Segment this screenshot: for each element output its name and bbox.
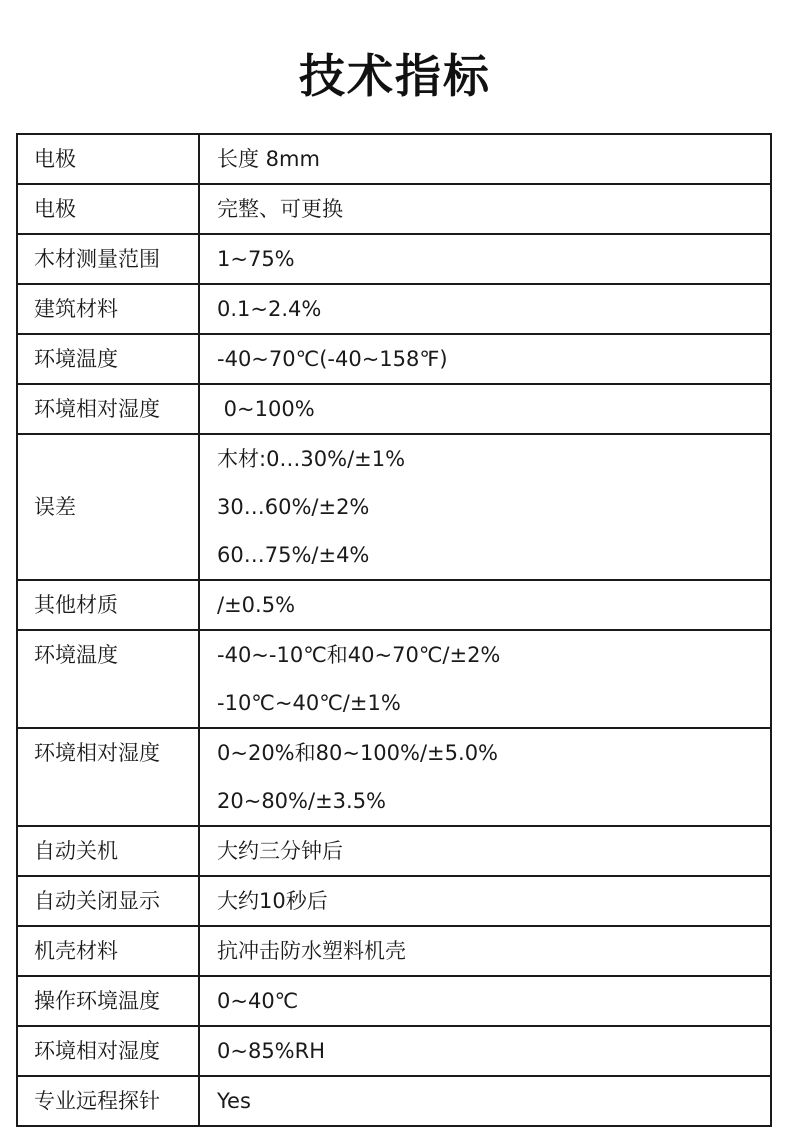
row-label: 电极 — [17, 134, 199, 184]
row-label: 自动关机 — [17, 826, 199, 876]
table-row — [17, 1076, 771, 1126]
row-value: -40~-10℃和40~70℃/±2% -10℃~40℃/±1% — [199, 630, 771, 728]
row-label: 环境温度 — [17, 334, 199, 384]
table-row — [17, 580, 771, 630]
table-row — [17, 234, 771, 284]
row-value: 完整、可更换 — [199, 184, 771, 234]
row-label: 木材测量范围 — [17, 234, 199, 284]
row-label: 自动关闭显示 — [17, 876, 199, 926]
row-label: 操作环境温度 — [17, 976, 199, 1026]
row-label: 机壳材料 — [17, 926, 199, 976]
row-value: 长度 8mm — [199, 134, 771, 184]
table-row — [17, 334, 771, 384]
row-value: -40~70℃(-40~158℉) — [199, 334, 771, 384]
table-row — [17, 976, 771, 1026]
row-label: 环境相对湿度 — [17, 728, 199, 826]
table-row — [17, 630, 771, 728]
table-row — [17, 728, 771, 826]
row-label: 其他材质 — [17, 580, 199, 630]
row-label: 建筑材料 — [17, 284, 199, 334]
table-row — [17, 434, 771, 580]
row-value: 0.1~2.4% — [199, 284, 771, 334]
table-row — [17, 134, 771, 184]
row-value: 抗冲击防水塑料机壳 — [199, 926, 771, 976]
row-value: 1~75% — [199, 234, 771, 284]
table-row — [17, 384, 771, 434]
row-value: /±0.5% — [199, 580, 771, 630]
row-label: 环境相对湿度 — [17, 384, 199, 434]
row-value: 0~40℃ — [199, 976, 771, 1026]
spec-table — [16, 133, 772, 1127]
row-label: 环境相对湿度 — [17, 1026, 199, 1076]
page-title: 技术指标 — [299, 49, 491, 103]
row-label: 专业远程探针 — [17, 1076, 199, 1126]
table-row — [17, 184, 771, 234]
row-label: 电极 — [17, 184, 199, 234]
row-label: 误差 — [17, 434, 199, 580]
table-row — [17, 284, 771, 334]
table-row — [17, 876, 771, 926]
row-value: 0~85%RH — [199, 1026, 771, 1076]
row-value: Yes — [199, 1076, 771, 1126]
table-row — [17, 826, 771, 876]
row-label: 环境温度 — [17, 630, 199, 728]
row-value: 0~100% — [199, 384, 771, 434]
table-row — [17, 926, 771, 976]
table-row — [17, 1026, 771, 1076]
row-value: 0~20%和80~100%/±5.0% 20~80%/±3.5% — [199, 728, 771, 826]
row-value: 木材:0…30%/±1% 30…60%/±2% 60…75%/±4% — [199, 434, 771, 580]
row-value: 大约10秒后 — [199, 876, 771, 926]
row-value: 大约三分钟后 — [199, 826, 771, 876]
